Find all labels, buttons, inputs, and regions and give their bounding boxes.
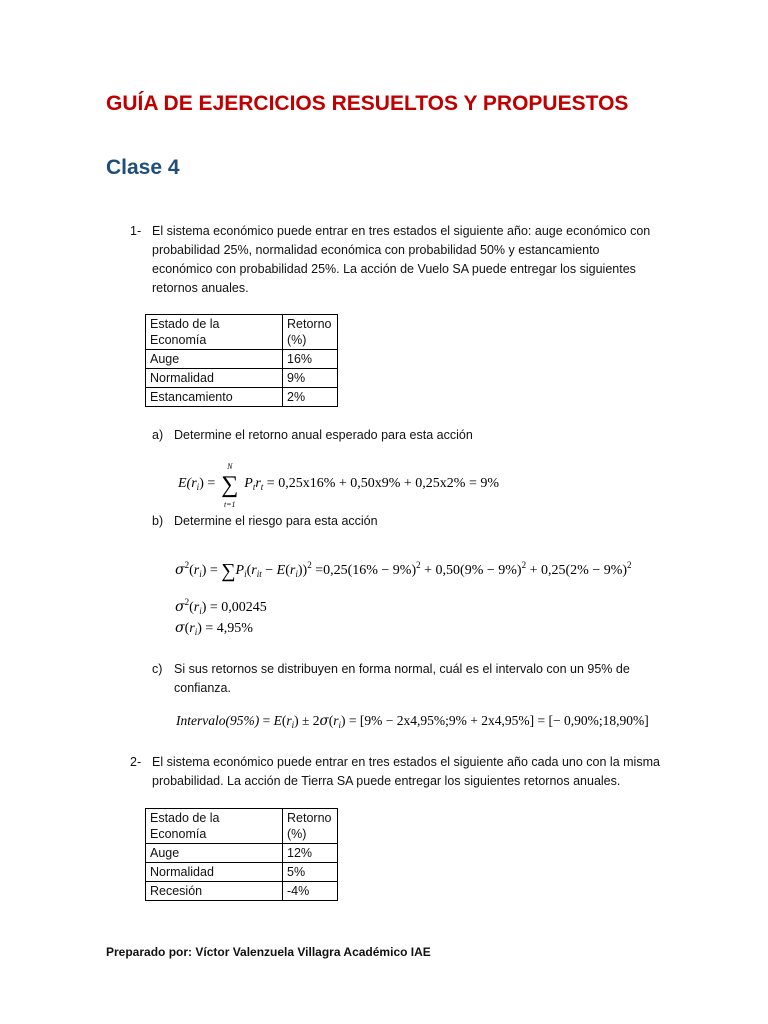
table-row bbox=[146, 844, 338, 863]
sum-lower-limit: t=1 bbox=[223, 500, 236, 509]
question-label: b) bbox=[152, 514, 164, 528]
variance-term: + 0,25(2% − 9%) bbox=[529, 563, 628, 578]
table-cell: Auge bbox=[146, 844, 283, 863]
table-cell: Estancamiento bbox=[146, 388, 283, 407]
table-cell: -4% bbox=[283, 882, 338, 901]
table-row bbox=[146, 369, 338, 388]
table-cell: Normalidad bbox=[146, 863, 283, 882]
returns-table-1 bbox=[145, 314, 338, 407]
table-row bbox=[146, 863, 338, 882]
question-text: Determine el riesgo para esta acción bbox=[174, 514, 378, 528]
variance-value: $\sigma^2(r_i) = 0,00245$ bbox=[175, 597, 267, 616]
table-header-row bbox=[146, 809, 338, 844]
exercise-text: El sistema económico puede entrar en tres estados el siguiente año: auge económico con probabilidad 25%, normalidad económica con probabilidad 50% y estancamiento económico con probabilidad 25%. La acción de Vuelo SA puede entregar los siguientes retornos anuales. bbox=[152, 224, 651, 295]
table-row bbox=[146, 882, 338, 901]
interval-label: Intervalo(95%) bbox=[176, 713, 260, 728]
table-cell: 2% bbox=[283, 388, 338, 407]
sum-upper-limit: N bbox=[227, 462, 233, 471]
formula-rhs: = 0,25x16% + 0,50x9% + 0,25x2% = 9% bbox=[266, 476, 500, 491]
table-cell: Auge bbox=[146, 350, 283, 369]
exercise-number: 1- bbox=[130, 224, 142, 238]
returns-table-2 bbox=[145, 808, 338, 901]
variance-term: =0,25(16% − 9%) bbox=[315, 563, 417, 578]
summation-symbol: N ∑ t=1 bbox=[219, 472, 241, 499]
class-subtitle: Clase 4 bbox=[106, 156, 180, 179]
expected-return-formula: $E(r_i)$ = N ∑ t=1 $P_tr_t = 0,25x16\% + 0,50x9\% + 0,25x2\% = 9\%$ bbox=[178, 462, 500, 509]
table-cell: 9% bbox=[283, 369, 338, 388]
formula-lhs: E(r bbox=[178, 476, 197, 491]
table-cell: 12% bbox=[283, 844, 338, 863]
table-row bbox=[146, 350, 338, 369]
document-title: GUÍA DE EJERCICIOS RESUELTOS Y PROPUESTOS bbox=[106, 92, 629, 115]
question-text: Determine el retorno anual esperado para esta acción bbox=[174, 428, 473, 442]
table-header-cell: Estado de la Economía bbox=[146, 315, 283, 350]
table-header-row bbox=[146, 315, 338, 350]
question-text: Si sus retornos se distribuyen en forma normal, cuál es el intervalo con un 95% de confianza. bbox=[174, 662, 630, 695]
table-row bbox=[146, 388, 338, 407]
stdev-result: = 4,95% bbox=[205, 621, 253, 636]
variance-result: = 0,00245 bbox=[209, 600, 267, 615]
variance-formula: $\sigma^2(r_i) = \sum P_i(r_{it} - E(r_i))^2 =0,25(16\% - 9\%)^2 + 0,50(9\% - 9\%)^2 + 0,25(2\% - 9\%)^2$ bbox=[175, 560, 632, 582]
footer-credit: Preparado por: Víctor Valenzuela Villagra Académico IAE bbox=[106, 945, 431, 959]
stdev-value: $\sigma(r_i) = 4,95\%$ bbox=[175, 620, 253, 637]
table-cell: 5% bbox=[283, 863, 338, 882]
interval-result: = [9% − 2x4,95%;9% + 2x4,95%] = [− 0,90%;18,90%] bbox=[348, 713, 649, 728]
table-header-cell: Estado de la Economía bbox=[146, 809, 283, 844]
table-cell: Recesión bbox=[146, 882, 283, 901]
question-label: a) bbox=[152, 428, 164, 442]
interval-formula: Intervalo(95%) = $E(r_i) \pm 2\sigma(r_i) = [9\%$ − 2x4,95%;9% + 2x4,95%] = [− 0,90%;18,90%] bbox=[176, 713, 649, 730]
exercise-text: El sistema económico puede entrar en tres estados el siguiente año cada uno con la misma probabilidad. La acción de Tierra SA puede entregar los siguientes retornos anuales. bbox=[152, 755, 660, 788]
table-header-cell: Retorno (%) bbox=[283, 809, 338, 844]
table-header-cell: Retorno (%) bbox=[283, 315, 338, 350]
question-label: c) bbox=[152, 662, 163, 676]
table-cell: Normalidad bbox=[146, 369, 283, 388]
table-cell: 16% bbox=[283, 350, 338, 369]
exercise-number: 2- bbox=[130, 755, 142, 769]
variance-term: + 0,50(9% − 9%) bbox=[424, 563, 522, 578]
